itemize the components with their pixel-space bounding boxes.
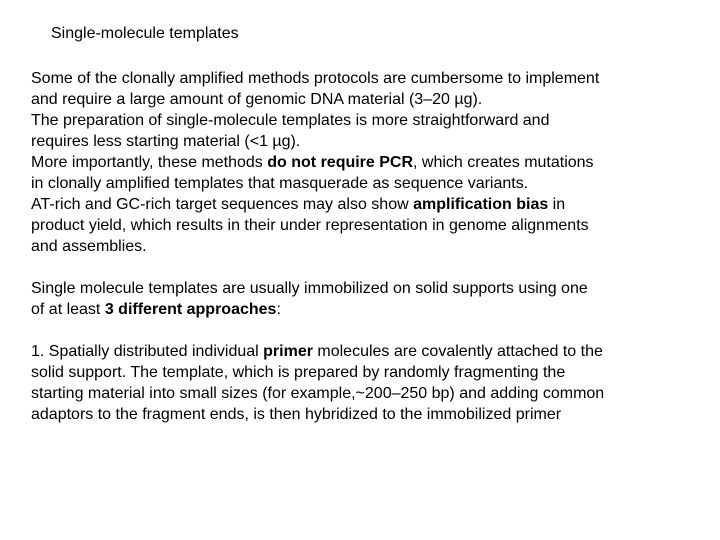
text-segment: AT-rich and GC-rich target sequences may also show [31,196,414,213]
text-line [31,341,706,362]
text-segment: of at least [31,301,105,318]
text-segment: : [276,301,281,318]
paragraph-approach-1 [31,341,706,425]
text-line: requires less starting material (<1 µg). [31,133,301,150]
text-line [31,194,706,215]
slide-body [31,68,706,425]
text-line: The preparation of single-molecule templates is more straightforward and [31,112,550,129]
text-line [31,299,706,320]
slide-title: Single-molecule templates [51,25,239,42]
bold-word-primer: primer [263,343,313,360]
paragraph-spacer [31,257,706,278]
text-segment: , which creates mutations [413,154,594,171]
paragraph-spacer [31,320,706,341]
text-line: in clonally amplified templates that masquerade as sequence variants. [31,175,529,192]
text-line [31,152,706,173]
paragraph-clonal-vs-single [31,68,706,257]
text-line: Single molecule templates are usually immobilized on solid supports using one [31,280,588,297]
bold-phrase-no-pcr: do not require PCR [267,154,414,171]
text-line: and require a large amount of genomic DNA material (3–20 µg). [31,91,483,108]
bold-phrase-approaches: 3 different approaches [104,301,277,318]
text-segment: molecules are covalently attached to the [312,343,603,360]
paragraph-approaches-intro [31,278,706,320]
text-line: and assemblies. [31,238,147,255]
text-segment: in [548,196,566,213]
text-line: starting material into small sizes (for example,~200–250 bp) and adding common [31,385,605,402]
text-segment: More importantly, these methods [31,154,268,171]
text-line: Some of the clonally amplified methods protocols are cumbersome to implement [31,70,600,87]
text-line: solid support. The template, which is prepared by randomly fragmenting the [31,364,566,381]
text-line: adaptors to the fragment ends, is then hybridized to the immobilized primer [31,406,562,423]
text-line: product yield, which results in their under representation in genome alignments [31,217,589,234]
bold-phrase-amplification-bias: amplification bias [413,196,549,213]
text-segment: 1. Spatially distributed individual [31,343,264,360]
